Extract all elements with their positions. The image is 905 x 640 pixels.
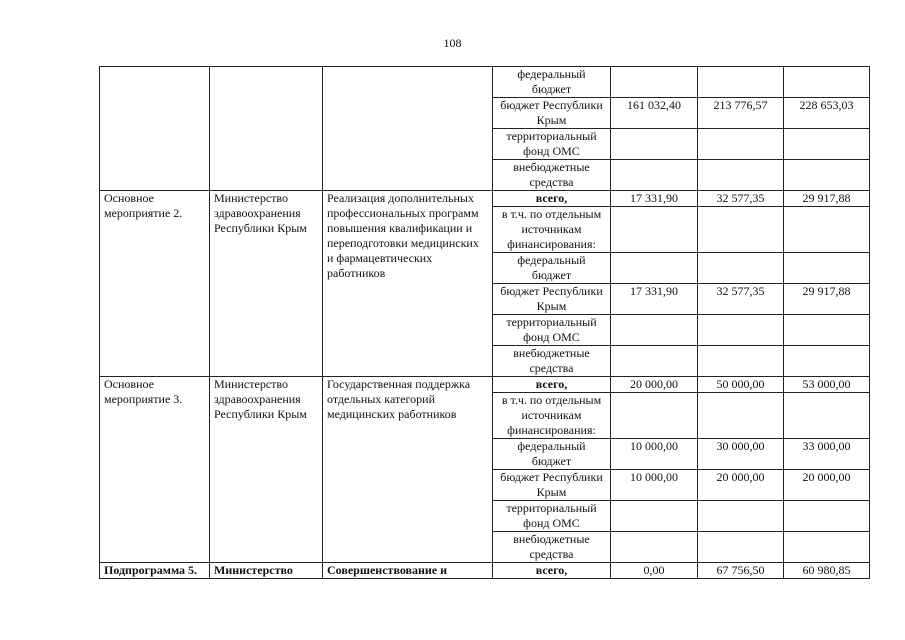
source-cell: бюджет Республики Крым — [493, 98, 611, 129]
value-cell: 213 776,57 — [698, 98, 784, 129]
table-row — [100, 191, 870, 207]
value-cell: 32 577,35 — [698, 284, 784, 315]
value-cell — [784, 532, 870, 563]
value-cell — [698, 67, 784, 98]
source-cell: территориальный фонд ОМС — [493, 315, 611, 346]
source-cell: территориальный фонд ОМС — [493, 129, 611, 160]
source-cell: внебюджетные средства — [493, 160, 611, 191]
value-cell — [698, 253, 784, 284]
total-value-cell: 32 577,35 — [698, 191, 784, 207]
event-cell: Основное мероприятие 3. — [100, 377, 210, 563]
table-row — [100, 563, 870, 579]
value-cell — [784, 346, 870, 377]
value-cell — [698, 532, 784, 563]
value-cell — [698, 207, 784, 253]
value-cell — [611, 207, 698, 253]
source-cell: в т.ч. по отдельным источникам финансирования: — [493, 393, 611, 439]
event-cell — [100, 67, 210, 191]
source-cell: бюджет Республики Крым — [493, 284, 611, 315]
subprogram-cell: Подпрограмма 5. — [100, 563, 210, 579]
total-value-cell: 53 000,00 — [784, 377, 870, 393]
source-cell: федеральный бюджет — [493, 253, 611, 284]
value-cell — [698, 129, 784, 160]
total-value-cell: 20 000,00 — [611, 377, 698, 393]
total-value-cell: 29 917,88 — [784, 191, 870, 207]
value-cell — [784, 129, 870, 160]
value-cell — [611, 315, 698, 346]
executor-cell: Министерство здравоохранения Республики Крым — [210, 377, 323, 563]
value-cell — [784, 67, 870, 98]
value-cell — [698, 315, 784, 346]
source-cell: федеральный бюджет — [493, 439, 611, 470]
value-cell: 29 917,88 — [784, 284, 870, 315]
source-cell: территориальный фонд ОМС — [493, 501, 611, 532]
value-cell — [698, 393, 784, 439]
value-cell: 10 000,00 — [611, 470, 698, 501]
table-row — [100, 377, 870, 393]
executor-cell — [210, 67, 323, 191]
total-value-cell: 50 000,00 — [698, 377, 784, 393]
total-value-cell: 0,00 — [611, 563, 698, 579]
program-name-cell — [323, 67, 493, 191]
total-label-cell: всего, — [493, 377, 611, 393]
value-cell: 161 032,40 — [611, 98, 698, 129]
value-cell — [611, 67, 698, 98]
value-cell: 33 000,00 — [784, 439, 870, 470]
total-value-cell: 17 331,90 — [611, 191, 698, 207]
value-cell — [611, 346, 698, 377]
budget-table — [99, 66, 870, 579]
value-cell — [698, 160, 784, 191]
total-label-cell: всего, — [493, 191, 611, 207]
value-cell — [611, 129, 698, 160]
source-cell: внебюджетные средства — [493, 532, 611, 563]
value-cell — [784, 315, 870, 346]
value-cell: 10 000,00 — [611, 439, 698, 470]
value-cell — [611, 160, 698, 191]
source-cell: внебюджетные средства — [493, 346, 611, 377]
source-cell: бюджет Республики Крым — [493, 470, 611, 501]
total-value-cell: 60 980,85 — [784, 563, 870, 579]
value-cell — [698, 346, 784, 377]
value-cell — [611, 501, 698, 532]
value-cell — [611, 532, 698, 563]
program-name-cell: Реализация дополнительных профессиональных программ повышения квалификации и переподготовки медицинских и фармацевтических работников — [323, 191, 493, 377]
value-cell: 30 000,00 — [698, 439, 784, 470]
value-cell — [784, 160, 870, 191]
event-cell: Основное мероприятие 2. — [100, 191, 210, 377]
value-cell — [698, 501, 784, 532]
value-cell — [784, 207, 870, 253]
executor-cell: Министерство здравоохранения Республики Крым — [210, 191, 323, 377]
value-cell: 228 653,03 — [784, 98, 870, 129]
total-value-cell: 67 756,50 — [698, 563, 784, 579]
program-name-cell: Совершенствование и — [323, 563, 493, 579]
value-cell — [784, 501, 870, 532]
value-cell: 17 331,90 — [611, 284, 698, 315]
table-row — [100, 67, 870, 98]
program-name-cell: Государственная поддержка отдельных категорий медицинских работников — [323, 377, 493, 563]
value-cell — [611, 393, 698, 439]
value-cell: 20 000,00 — [698, 470, 784, 501]
value-cell — [784, 253, 870, 284]
page-number: 108 — [443, 36, 462, 50]
executor-cell: Министерство — [210, 563, 323, 579]
value-cell: 20 000,00 — [784, 470, 870, 501]
source-cell: федеральный бюджет — [493, 67, 611, 98]
value-cell — [611, 253, 698, 284]
source-cell: в т.ч. по отдельным источникам финансирования: — [493, 207, 611, 253]
total-label-cell: всего, — [493, 563, 611, 579]
value-cell — [784, 393, 870, 439]
